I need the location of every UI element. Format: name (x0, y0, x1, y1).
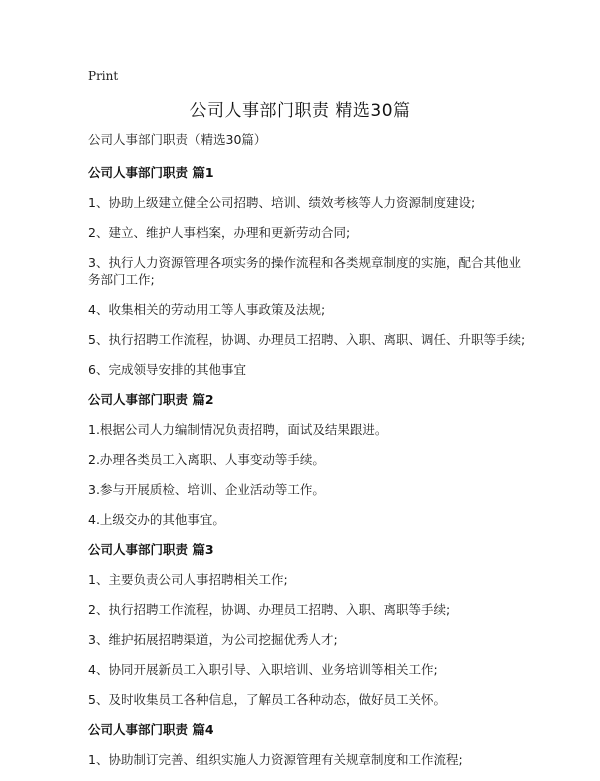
section-2 (88, 391, 528, 528)
section-heading: 公司人事部门职责 篇3 (88, 542, 214, 557)
list-item: 4、协同开展新员工入职引导、入职培训、业务培训等相关工作; (88, 662, 438, 677)
list-item: 3、维护拓展招聘渠道，为公司挖掘优秀人才; (88, 632, 338, 647)
list-item: 1、协助制订完善、组织实施人力资源管理有关规章制度和工作流程; (88, 752, 463, 767)
list-item: 5、及时收集员工各种信息，了解员工各种动态，做好员工关怀。 (88, 692, 446, 707)
list-item: 1.根据公司人力编制情况负责招聘，面试及结果跟进。 (88, 422, 388, 437)
list-item: 5、执行招聘工作流程，协调、办理员工招聘、入职、离职、调任、升职等手续; (88, 332, 526, 347)
section-heading: 公司人事部门职责 篇2 (88, 392, 214, 407)
list-item: 1、主要负责公司人事招聘相关工作; (88, 572, 288, 587)
list-item: 3.参与开展质检、培训、企业活动等工作。 (88, 482, 325, 497)
document-body (88, 131, 528, 781)
document-subtitle: 公司人事部门职责（精选30篇） (88, 132, 267, 147)
section-heading: 公司人事部门职责 篇1 (88, 165, 214, 180)
list-item: 2.办理各类员工入离职、人事变动等手续。 (88, 452, 325, 467)
print-label: Print (88, 69, 119, 83)
section-4 (88, 721, 528, 768)
section-heading: 公司人事部门职责 篇4 (88, 722, 214, 737)
list-item: 2、建立、维护人事档案，办理和更新劳动合同; (88, 225, 351, 240)
list-item: 2、执行招聘工作流程，协调、办理员工招聘、入职、离职等手续; (88, 602, 451, 617)
section-1 (88, 164, 528, 378)
section-3 (88, 541, 528, 708)
list-item: 6、完成领导安排的其他事宜 (88, 362, 246, 377)
list-item: 4、收集相关的劳动用工等人事政策及法规; (88, 302, 326, 317)
page-title: 公司人事部门职责 精选30篇 (189, 101, 411, 121)
list-item: 1、协助上级建立健全公司招聘、培训、绩效考核等人力资源制度建设; (88, 195, 476, 210)
list-item: 3、执行人力资源管理各项实务的操作流程和各类规章制度的实施，配合其他业务部门工作; (88, 255, 521, 287)
list-item: 4.上级交办的其他事宜。 (88, 512, 225, 527)
